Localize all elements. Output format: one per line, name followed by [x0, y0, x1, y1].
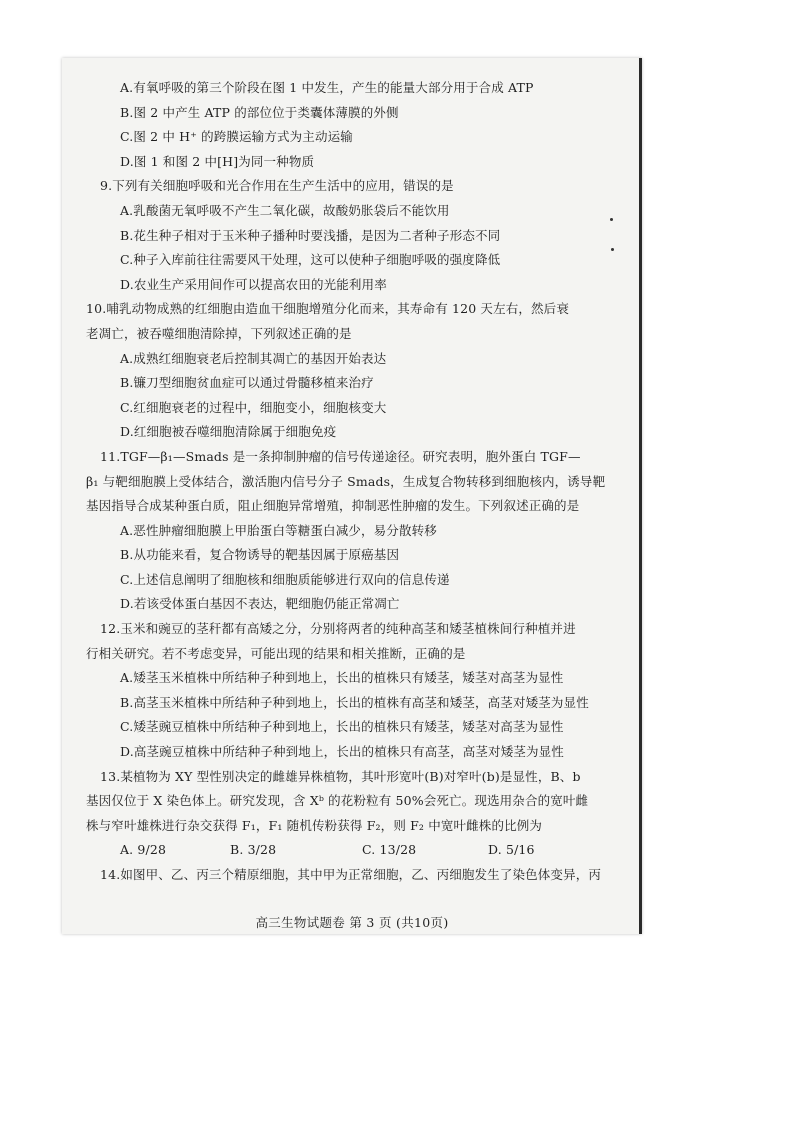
q10-stem-line2: 老凋亡，被吞噬细胞清除掉，下列叙述正确的是 — [86, 325, 352, 341]
q11-stem-line2: β₁ 与靶细胞膜上受体结合，激活胞内信号分子 Smads，生成复合物转移到细胞核内，诱导靶 — [86, 473, 606, 489]
q8-option-d: D.图 1 和图 2 中[H]为同一种物质 — [120, 153, 315, 169]
q8-option-c: C.图 2 中 H⁺ 的跨膜运输方式为主动运输 — [120, 129, 353, 145]
q12-option-d: D.高茎豌豆植株中所结种子种到地上，长出的植株只有高茎，高茎对矮茎为显性 — [120, 744, 564, 760]
q12-option-c: C.矮茎豌豆植株中所结种子种到地上，长出的植株只有矮茎，矮茎对高茎为显性 — [120, 719, 564, 735]
q12-option-b: B.高茎玉米植株中所结种子种到地上，长出的植株有高茎和矮茎，高茎对矮茎为显性 — [120, 694, 589, 710]
q13-stem-line1: 13.某植物为 XY 型性别决定的雌雄异株植物，其叶形宽叶(B)对窄叶(b)是显性，B、b — [100, 768, 581, 784]
q11-option-b: B.从功能来看，复合物诱导的靶基因属于原癌基因 — [120, 547, 400, 563]
q11-option-c: C.上述信息阐明了细胞核和细胞质能够进行双向的信息传递 — [120, 571, 450, 587]
q10-option-b: B.镰刀型细胞贫血症可以通过骨髓移植来治疗 — [120, 375, 374, 391]
q14-stem-line1: 14.如图甲、乙、丙三个精原细胞，其中甲为正常细胞，乙、丙细胞发生了染色体变异，丙 — [100, 867, 602, 882]
q9-option-b: B.花生种子相对于玉米种子播种时要浅播，是因为二者种子形态不同 — [120, 227, 501, 243]
q9-stem: 9.下列有关细胞呼吸和光合作用在生产生活中的应用，错误的是 — [100, 178, 454, 194]
scan-speck — [611, 248, 614, 251]
q11-stem-line1: 11.TGF—β₁—Smads 是一条抑制肿瘤的信号传递途径。研究表明，胞外蛋白 TGF— — [100, 448, 581, 464]
q13-option-a: A. 9/28 — [120, 842, 167, 858]
q13-option-d: D. 5/16 — [488, 842, 535, 858]
q11-option-a: A.恶性肿瘤细胞膜上甲胎蛋白等糖蛋白减少，易分散转移 — [120, 522, 437, 538]
page-footer: 高三生物试题卷 第 3 页 (共10页) — [255, 915, 449, 930]
page-content — [86, 76, 636, 888]
q13-option-c: C. 13/28 — [362, 842, 417, 858]
q8-option-b: B.图 2 中产生 ATP 的部位位于类囊体薄膜的外侧 — [120, 104, 399, 120]
q11-stem-line3: 基因指导合成某种蛋白质，阻止细胞异常增殖，抑制恶性肿瘤的发生。下列叙述正确的是 — [86, 498, 580, 514]
q9-option-c: C.种子入库前往往需要风干处理，这可以使种子细胞呼吸的强度降低 — [120, 252, 501, 268]
q13-stem-line3: 株与窄叶雄株进行杂交获得 F₁，F₁ 随机传粉获得 F₂，则 F₂ 中宽叶雌株的比例为 — [86, 817, 543, 833]
q10-option-c: C.红细胞衰老的过程中，细胞变小，细胞核变大 — [120, 399, 387, 415]
q10-stem-line1: 10.哺乳动物成熟的红细胞由造血干细胞增殖分化而来，其寿命有 120 天左右，然后衰 — [86, 301, 569, 317]
q9-option-d: D.农业生产采用间作可以提高农田的光能利用率 — [120, 276, 387, 292]
q12-option-a: A.矮茎玉米植株中所结种子种到地上，长出的植株只有矮茎，矮茎对高茎为显性 — [120, 670, 564, 686]
q12-stem-line2: 行相关研究。若不考虑变异，可能出现的结果和相关推断，正确的是 — [86, 645, 466, 661]
q12-stem-line1: 12.玉米和豌豆的茎秆都有高矮之分，分别将两者的纯种高茎和矮茎植株间行种植并进 — [100, 621, 576, 637]
q10-option-d: D.红细胞被吞噬细胞清除属于细胞免疫 — [120, 424, 337, 440]
q10-option-a: A.成熟红细胞衰老后控制其凋亡的基因开始表达 — [120, 350, 387, 366]
q11-option-d: D.若该受体蛋白基因不表达，靶细胞仍能正常凋亡 — [120, 596, 400, 612]
scan-speck — [610, 218, 613, 221]
q13-option-b: B. 3/28 — [230, 842, 277, 858]
exam-page — [62, 58, 642, 934]
q13-stem-line2: 基因仅位于 X 染色体上。研究发现，含 Xᵇ 的花粉粒有 50%会死亡。现选用杂合的宽叶雌 — [86, 793, 589, 809]
q9-option-a: A.乳酸菌无氧呼吸不产生二氧化碳，故酸奶胀袋后不能饮用 — [120, 202, 450, 218]
q13-options-row — [100, 838, 636, 863]
q8-option-a: A.有氧呼吸的第三个阶段在图 1 中发生，产生的能量大部分用于合成 ATP — [120, 80, 534, 95]
